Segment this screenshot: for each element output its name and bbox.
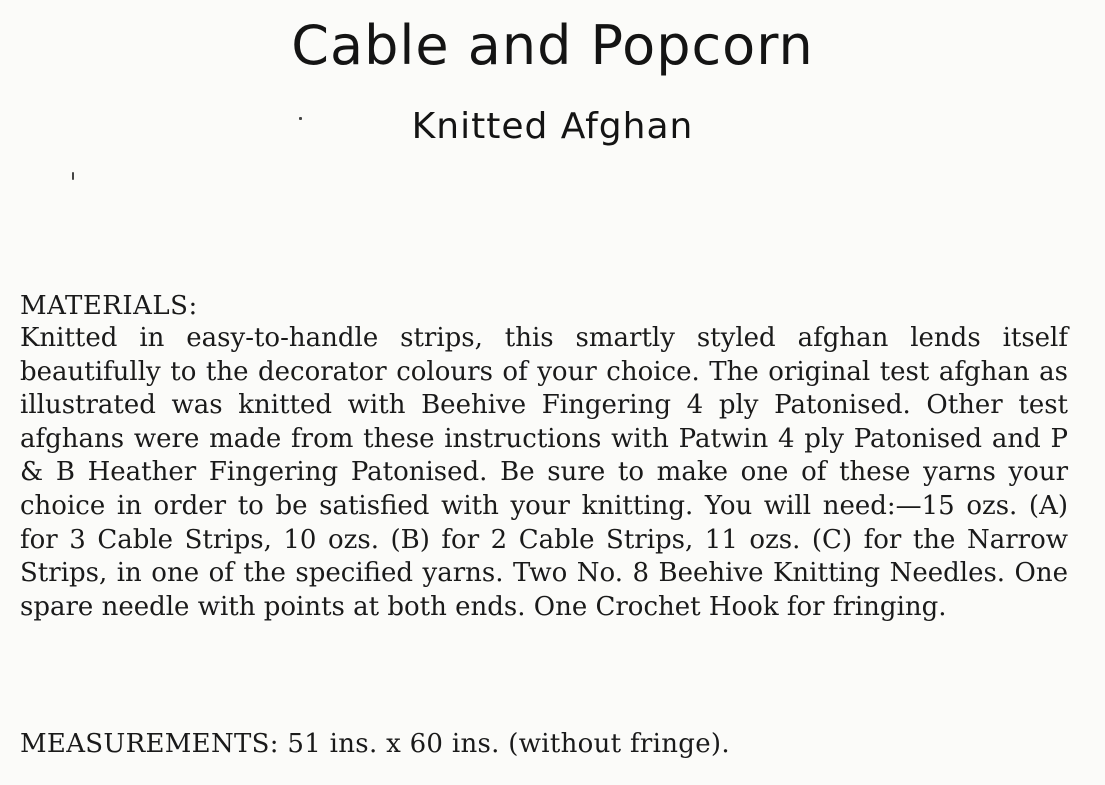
page-title: Cable and Popcorn xyxy=(291,14,814,77)
scan-speck xyxy=(72,172,74,180)
materials-heading: MATERIALS: xyxy=(20,291,198,321)
measurements-line: MEASUREMENTS: 51 ins. x 60 ins. (without fringe). xyxy=(20,729,730,759)
scan-speck xyxy=(299,117,302,120)
materials-paragraph: Knitted in easy-to-handle strips, this smartly styled afghan lends itself beautifully to the decorator colours of your choice. The original test afghan as illustrated was knitted with Beehive Fingering 4 ply Patonised. Other test afghans were made from these instructions with Patwin 4 ply Patonised and P & B Heather Fingering Patonised. Be sure to make one of these yarns your choice in order to be satisfied with your knitting. You will need:—15 ozs. (A) for 3 Cable Strips, 10 ozs. (B) for 2 Cable Strips, 11 ozs. (C) for the Narrow Strips, in one of the specified yarns. Two No. 8 Beehive Knitting Needles. One spare needle with points at both ends. One Crochet Hook for fringing. xyxy=(20,323,1068,622)
page-subtitle: Knitted Afghan xyxy=(411,106,694,147)
